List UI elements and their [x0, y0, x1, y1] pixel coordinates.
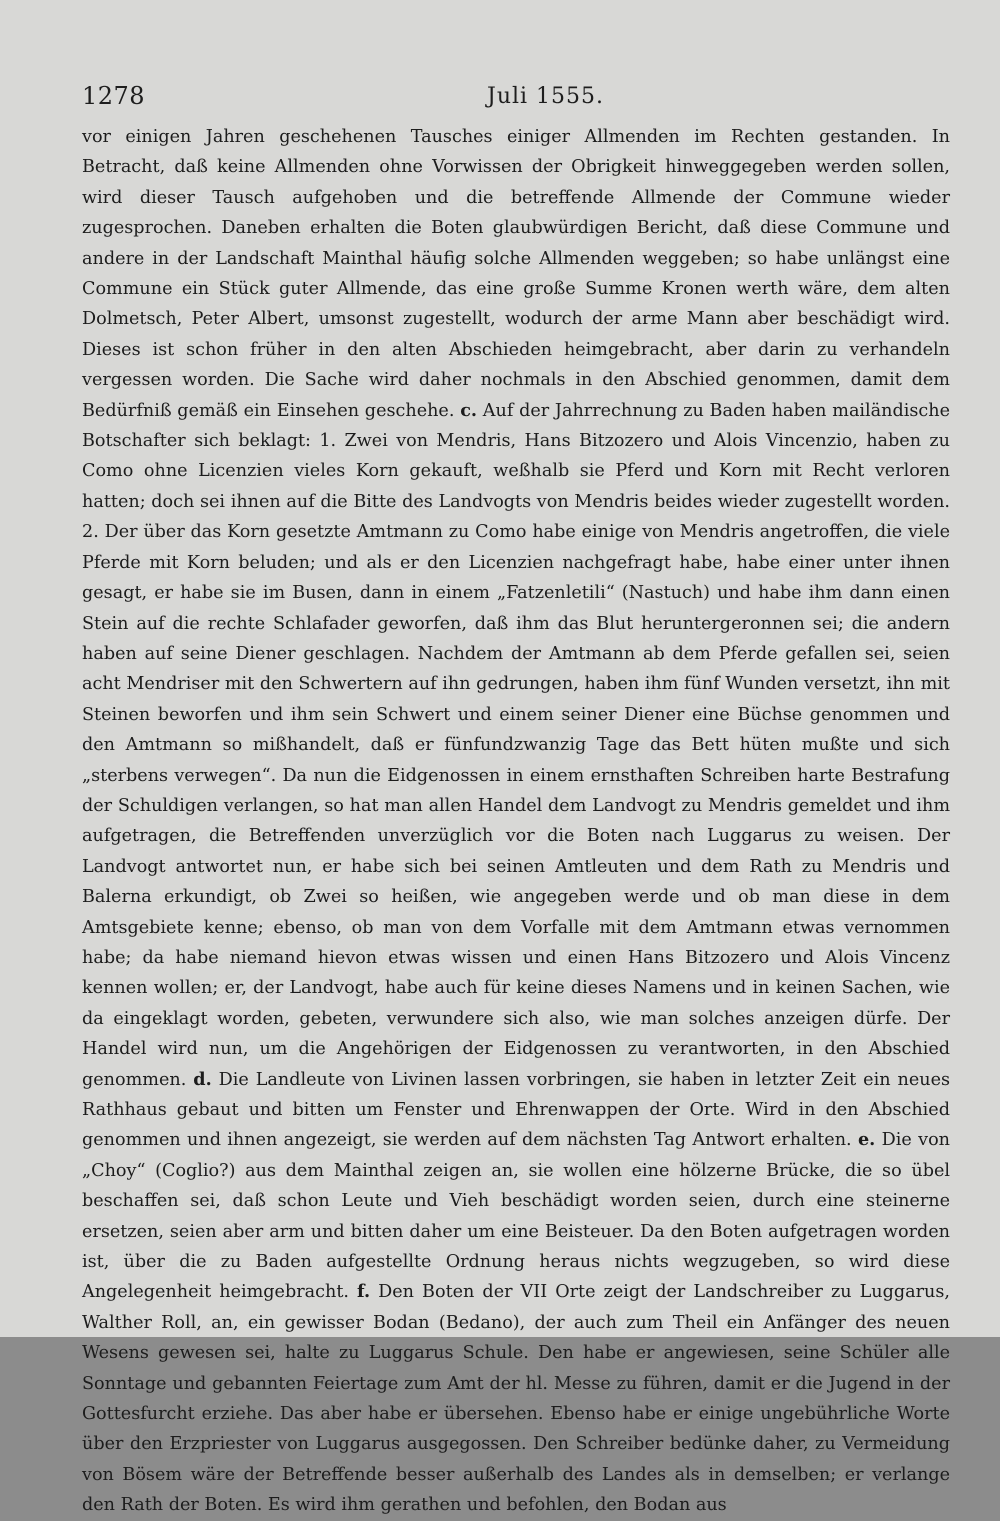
page-header: [82, 82, 950, 122]
item-marker-c: c.: [460, 399, 478, 421]
item-marker-f: f.: [357, 1281, 371, 1303]
text-segment-3: Die Landleute von Livinen lassen vorbringen, sie haben in letzter Zeit ein neues Rathhaus gebaut und bitten um Fenster und Ehrenwappen der Orte. Wird in den Abschied genommen und ihnen angezeigt, sie werden auf dem nächsten Tag Antwort erhalten.: [82, 1069, 951, 1151]
item-marker-d: d.: [193, 1068, 212, 1090]
text-segment-5: Den Boten der VII Orte zeigt der Landschreiber zu Luggarus, Walther Roll, an, ein gewisser Bodan (Bedano), der auch zum Theil ein Anfänger des neuen Wesens gewesen sei, halte zu Luggarus Schule. Den habe er angewiesen, seine Schüler alle Sonntage und gebannten Feiertage zum Amt der hl. Messe zu führen, damit er die Jugend in der Gottesfurcht erziehe. Das aber habe er übersehen. Ebenso habe er einige ungebührliche Worte über den Erzpriester von Luggarus ausgegossen. Den Schreiber bedünke daher, zu Vermeidung von Bösem wäre der Betreffende besser außerhalb des Landes als in demselben; er verlange den Rath der Boten. Es wird ihm gerathen und befohlen, den Bodan aus: [82, 1282, 950, 1516]
item-marker-e: e.: [857, 1129, 876, 1151]
body-paragraph: [82, 122, 950, 1521]
text-segment-4: Die von „Choy“ (Coglio?) aus dem Mainthal zeigen an, sie wollen eine hölzerne Brücke, die so übel beschaffen sei, daß schon Leute und Vieh beschädigt worden seien, durch eine steinerne ersetzen, seien aber arm und bitten daher um eine Beisteuer. Da den Boten aufgetragen worden ist, über die zu Baden aufgestellte Ordnung heraus nichts wegzugeben, so wird diese Angelegenheit heimgebracht.: [82, 1130, 951, 1303]
running-head: Juli 1555.: [487, 84, 605, 109]
text-segment-2: Auf der Jahrrechnung zu Baden haben mailändische Botschafter sich beklagt: 1. Zwei von Mendris, Hans Bitzozero und Alois Vincenzio, haben zu Como ohne Licenzien vieles Korn gekauft, weßhalb sie Pferd und Korn mit Recht verloren hatten; doch sei ihnen auf die Bitte des Landvogts von Mendris beides wieder zugestellt worden. 2. Der über das Korn gesetzte Amtmann zu Como habe einige von Mendris angetroffen, die viele Pferde mit Korn beluden; und als er den Licenzien nachgefragt habe, habe einer unter ihnen gesagt, er habe sie im Busen, dann in einem „Fatzenletili“ (Nastuch) und habe ihm dann einen Stein auf die rechte Schlafader geworfen, daß ihm das Blut heruntergeronnen sei; die andern haben auf seine Diener geschlagen. Nachdem der Amtmann ab dem Pferde gefallen sei, seien acht Mendriser mit den Schwertern auf ihn gedrungen, haben ihm fünf Wunden versetzt, ihn mit Steinen beworfen und ihm sein Schwert und einem seiner Diener eine Büchse genommen und den Amtmann so mißhandelt, daß er fünfundzwanzig Tage das Bett hüten mußte und sich „sterbens verwegen“. Da nun die Eidgenossen in einem ernsthaften Schreiben harte Bestrafung der Schuldigen verlangen, so hat man allen Handel dem Landvogt zu Mendris gemeldet und ihm aufgetragen, die Betreffenden unverzüglich vor die Boten nach Luggarus zu weisen. Der Landvogt antwortet nun, er habe sich bei seinen Amtleuten und dem Rath zu Mendris und Balerna erkundigt, ob Zwei so heißen, wie angegeben werde und ob man diese in dem Amtsgebiete kenne; ebenso, ob man von dem Vorfalle mit dem Amtmann etwas vernommen habe; da habe niemand hievon etwas wissen und einen Hans Bitzozero und Alois Vincenz kennen wollen; er, der Landvogt, habe auch für keine dieses Namens und in keinen Sachen, wie da eingeklagt worden, gebeten, verwundere sich also, wie man solches anzeigen dürfe. Der Handel wird nun, um die Angehörigen der Eidgenossen zu verantworten, in den Abschied genommen.: [82, 400, 951, 1090]
text-segment-1: vor einigen Jahren geschehenen Tausches einiger Allmenden im Rechten gestanden. In Betracht, daß keine Allmenden ohne Vorwissen der Obrigkeit hinweggegeben werden sollen, wird dieser Tausch aufgehoben und die betreffende Allmende der Commune wieder zugesprochen. Daneben erhalten die Boten glaubwürdigen Bericht, daß diese Commune und andere in der Landschaft Mainthal häufig solche Allmenden weggeben; so habe unlängst eine Commune ein Stück guter Allmende, das eine große Summe Kronen werth wäre, dem alten Dolmetsch, Peter Albert, umsonst zugestellt, wodurch der arme Mann aber beschädigt wird. Dieses ist schon früher in den alten Abschieden heimgebracht, aber darin zu verhandeln vergessen worden. Die Sache wird daher nochmals in den Abschied genommen, damit dem Bedürfniß gemäß ein Einsehen geschehe.: [82, 127, 950, 421]
page-number: 1278: [82, 82, 146, 110]
